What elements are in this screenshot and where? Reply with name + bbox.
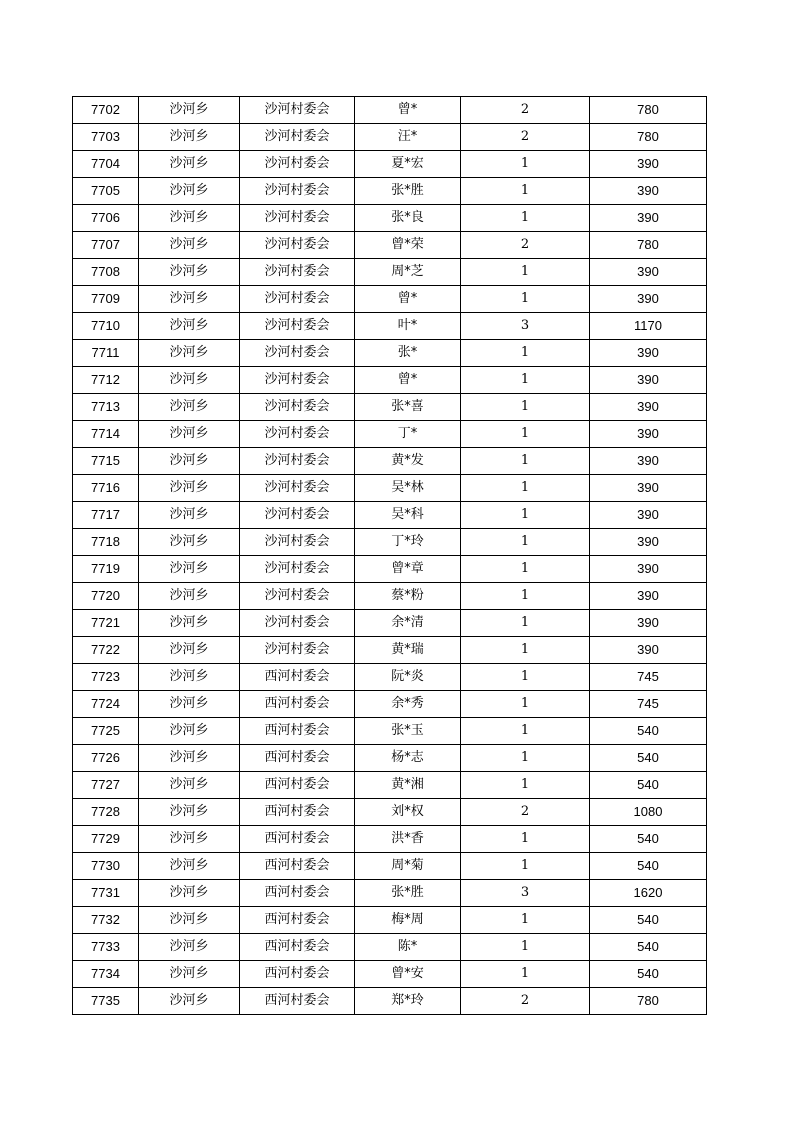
people-count-cell: 1	[461, 664, 590, 691]
people-count-cell: 1	[461, 394, 590, 421]
people-count-cell: 1	[461, 934, 590, 961]
row-id-cell: 7735	[73, 988, 139, 1015]
people-count-cell: 1	[461, 826, 590, 853]
village-cell: 沙河村委会	[240, 421, 355, 448]
table-row	[73, 151, 707, 178]
row-id-cell: 7710	[73, 313, 139, 340]
person-name-cell: 叶*	[355, 313, 461, 340]
people-count-cell: 1	[461, 259, 590, 286]
people-count-cell: 1	[461, 205, 590, 232]
amount-cell: 390	[590, 610, 707, 637]
person-name-cell: 张*喜	[355, 394, 461, 421]
village-cell: 西河村委会	[240, 934, 355, 961]
village-cell: 沙河村委会	[240, 394, 355, 421]
township-cell: 沙河乡	[139, 718, 240, 745]
row-id-cell: 7722	[73, 637, 139, 664]
table-row	[73, 421, 707, 448]
people-count-cell: 1	[461, 853, 590, 880]
amount-cell: 1170	[590, 313, 707, 340]
people-count-cell: 2	[461, 97, 590, 124]
amount-cell: 745	[590, 691, 707, 718]
people-count-cell: 1	[461, 745, 590, 772]
person-name-cell: 张*玉	[355, 718, 461, 745]
row-id-cell: 7707	[73, 232, 139, 259]
person-name-cell: 曾*荣	[355, 232, 461, 259]
table-row	[73, 907, 707, 934]
township-cell: 沙河乡	[139, 232, 240, 259]
township-cell: 沙河乡	[139, 826, 240, 853]
village-cell: 西河村委会	[240, 745, 355, 772]
row-id-cell: 7718	[73, 529, 139, 556]
village-cell: 沙河村委会	[240, 151, 355, 178]
township-cell: 沙河乡	[139, 529, 240, 556]
village-cell: 沙河村委会	[240, 259, 355, 286]
person-name-cell: 丁*	[355, 421, 461, 448]
village-cell: 沙河村委会	[240, 313, 355, 340]
township-cell: 沙河乡	[139, 421, 240, 448]
village-cell: 沙河村委会	[240, 610, 355, 637]
amount-cell: 540	[590, 853, 707, 880]
person-name-cell: 陈*	[355, 934, 461, 961]
person-name-cell: 黄*湘	[355, 772, 461, 799]
person-name-cell: 阮*炎	[355, 664, 461, 691]
table-row	[73, 529, 707, 556]
row-id-cell: 7712	[73, 367, 139, 394]
village-cell: 沙河村委会	[240, 556, 355, 583]
row-id-cell: 7732	[73, 907, 139, 934]
township-cell: 沙河乡	[139, 286, 240, 313]
row-id-cell: 7711	[73, 340, 139, 367]
village-cell: 沙河村委会	[240, 448, 355, 475]
row-id-cell: 7721	[73, 610, 139, 637]
people-count-cell: 2	[461, 988, 590, 1015]
table-row	[73, 853, 707, 880]
amount-cell: 540	[590, 961, 707, 988]
row-id-cell: 7730	[73, 853, 139, 880]
table-row	[73, 124, 707, 151]
table-row	[73, 961, 707, 988]
row-id-cell: 7734	[73, 961, 139, 988]
table-row	[73, 259, 707, 286]
village-cell: 西河村委会	[240, 853, 355, 880]
people-count-cell: 1	[461, 340, 590, 367]
township-cell: 沙河乡	[139, 178, 240, 205]
village-cell: 沙河村委会	[240, 97, 355, 124]
people-count-cell: 1	[461, 772, 590, 799]
village-cell: 西河村委会	[240, 907, 355, 934]
amount-cell: 390	[590, 556, 707, 583]
village-cell: 沙河村委会	[240, 637, 355, 664]
township-cell: 沙河乡	[139, 502, 240, 529]
village-cell: 沙河村委会	[240, 340, 355, 367]
amount-cell: 390	[590, 637, 707, 664]
people-count-cell: 1	[461, 718, 590, 745]
row-id-cell: 7714	[73, 421, 139, 448]
township-cell: 沙河乡	[139, 772, 240, 799]
people-count-cell: 1	[461, 529, 590, 556]
row-id-cell: 7733	[73, 934, 139, 961]
township-cell: 沙河乡	[139, 583, 240, 610]
person-name-cell: 梅*周	[355, 907, 461, 934]
table-row	[73, 637, 707, 664]
village-cell: 沙河村委会	[240, 178, 355, 205]
amount-cell: 390	[590, 151, 707, 178]
amount-cell: 390	[590, 475, 707, 502]
table-row	[73, 799, 707, 826]
roster-table-body	[73, 97, 707, 1015]
township-cell: 沙河乡	[139, 907, 240, 934]
village-cell: 沙河村委会	[240, 205, 355, 232]
township-cell: 沙河乡	[139, 340, 240, 367]
row-id-cell: 7719	[73, 556, 139, 583]
township-cell: 沙河乡	[139, 880, 240, 907]
township-cell: 沙河乡	[139, 664, 240, 691]
amount-cell: 390	[590, 421, 707, 448]
amount-cell: 780	[590, 988, 707, 1015]
person-name-cell: 黄*发	[355, 448, 461, 475]
amount-cell: 540	[590, 718, 707, 745]
table-row	[73, 664, 707, 691]
person-name-cell: 曾*	[355, 286, 461, 313]
amount-cell: 390	[590, 340, 707, 367]
village-cell: 沙河村委会	[240, 583, 355, 610]
amount-cell: 540	[590, 772, 707, 799]
township-cell: 沙河乡	[139, 475, 240, 502]
people-count-cell: 1	[461, 448, 590, 475]
township-cell: 沙河乡	[139, 853, 240, 880]
amount-cell: 390	[590, 394, 707, 421]
people-count-cell: 1	[461, 151, 590, 178]
township-cell: 沙河乡	[139, 124, 240, 151]
table-row	[73, 205, 707, 232]
row-id-cell: 7724	[73, 691, 139, 718]
row-id-cell: 7703	[73, 124, 139, 151]
township-cell: 沙河乡	[139, 691, 240, 718]
person-name-cell: 曾*	[355, 97, 461, 124]
amount-cell: 540	[590, 745, 707, 772]
village-cell: 沙河村委会	[240, 286, 355, 313]
row-id-cell: 7725	[73, 718, 139, 745]
amount-cell: 1620	[590, 880, 707, 907]
amount-cell: 780	[590, 124, 707, 151]
township-cell: 沙河乡	[139, 313, 240, 340]
person-name-cell: 汪*	[355, 124, 461, 151]
people-count-cell: 3	[461, 313, 590, 340]
table-row	[73, 475, 707, 502]
people-count-cell: 1	[461, 907, 590, 934]
table-row	[73, 448, 707, 475]
row-id-cell: 7705	[73, 178, 139, 205]
amount-cell: 540	[590, 934, 707, 961]
village-cell: 西河村委会	[240, 880, 355, 907]
table-row	[73, 745, 707, 772]
person-name-cell: 曾*	[355, 367, 461, 394]
people-count-cell: 1	[461, 178, 590, 205]
people-count-cell: 3	[461, 880, 590, 907]
table-row	[73, 394, 707, 421]
village-cell: 沙河村委会	[240, 124, 355, 151]
roster-table	[72, 96, 707, 1015]
table-row	[73, 988, 707, 1015]
person-name-cell: 吴*科	[355, 502, 461, 529]
amount-cell: 390	[590, 448, 707, 475]
township-cell: 沙河乡	[139, 205, 240, 232]
village-cell: 西河村委会	[240, 718, 355, 745]
amount-cell: 390	[590, 583, 707, 610]
row-id-cell: 7704	[73, 151, 139, 178]
table-row	[73, 340, 707, 367]
village-cell: 西河村委会	[240, 961, 355, 988]
row-id-cell: 7717	[73, 502, 139, 529]
row-id-cell: 7702	[73, 97, 139, 124]
township-cell: 沙河乡	[139, 934, 240, 961]
person-name-cell: 丁*玲	[355, 529, 461, 556]
township-cell: 沙河乡	[139, 151, 240, 178]
township-cell: 沙河乡	[139, 448, 240, 475]
people-count-cell: 2	[461, 232, 590, 259]
person-name-cell: 夏*宏	[355, 151, 461, 178]
township-cell: 沙河乡	[139, 259, 240, 286]
people-count-cell: 1	[461, 286, 590, 313]
village-cell: 西河村委会	[240, 988, 355, 1015]
amount-cell: 540	[590, 826, 707, 853]
village-cell: 沙河村委会	[240, 502, 355, 529]
township-cell: 沙河乡	[139, 367, 240, 394]
person-name-cell: 周*菊	[355, 853, 461, 880]
table-row	[73, 880, 707, 907]
township-cell: 沙河乡	[139, 745, 240, 772]
people-count-cell: 1	[461, 475, 590, 502]
table-row	[73, 313, 707, 340]
amount-cell: 745	[590, 664, 707, 691]
person-name-cell: 黄*瑞	[355, 637, 461, 664]
row-id-cell: 7713	[73, 394, 139, 421]
person-name-cell: 余*清	[355, 610, 461, 637]
row-id-cell: 7727	[73, 772, 139, 799]
village-cell: 沙河村委会	[240, 367, 355, 394]
table-row	[73, 934, 707, 961]
person-name-cell: 郑*玲	[355, 988, 461, 1015]
table-row	[73, 691, 707, 718]
amount-cell: 780	[590, 232, 707, 259]
row-id-cell: 7708	[73, 259, 139, 286]
person-name-cell: 洪*香	[355, 826, 461, 853]
row-id-cell: 7731	[73, 880, 139, 907]
table-row	[73, 97, 707, 124]
village-cell: 西河村委会	[240, 772, 355, 799]
people-count-cell: 1	[461, 637, 590, 664]
amount-cell: 390	[590, 178, 707, 205]
table-row	[73, 610, 707, 637]
row-id-cell: 7726	[73, 745, 139, 772]
village-cell: 西河村委会	[240, 664, 355, 691]
people-count-cell: 2	[461, 124, 590, 151]
table-row	[73, 583, 707, 610]
village-cell: 西河村委会	[240, 826, 355, 853]
township-cell: 沙河乡	[139, 988, 240, 1015]
amount-cell: 390	[590, 205, 707, 232]
amount-cell: 390	[590, 286, 707, 313]
table-row	[73, 502, 707, 529]
township-cell: 沙河乡	[139, 799, 240, 826]
village-cell: 沙河村委会	[240, 529, 355, 556]
township-cell: 沙河乡	[139, 637, 240, 664]
people-count-cell: 1	[461, 556, 590, 583]
person-name-cell: 曾*章	[355, 556, 461, 583]
amount-cell: 390	[590, 529, 707, 556]
row-id-cell: 7716	[73, 475, 139, 502]
person-name-cell: 周*芝	[355, 259, 461, 286]
people-count-cell: 1	[461, 421, 590, 448]
people-count-cell: 1	[461, 610, 590, 637]
table-row	[73, 286, 707, 313]
township-cell: 沙河乡	[139, 961, 240, 988]
people-count-cell: 1	[461, 367, 590, 394]
amount-cell: 390	[590, 367, 707, 394]
person-name-cell: 张*胜	[355, 880, 461, 907]
person-name-cell: 余*秀	[355, 691, 461, 718]
person-name-cell: 张*胜	[355, 178, 461, 205]
people-count-cell: 2	[461, 799, 590, 826]
table-row	[73, 826, 707, 853]
person-name-cell: 张*良	[355, 205, 461, 232]
township-cell: 沙河乡	[139, 97, 240, 124]
person-name-cell: 曾*安	[355, 961, 461, 988]
township-cell: 沙河乡	[139, 394, 240, 421]
table-row	[73, 772, 707, 799]
amount-cell: 1080	[590, 799, 707, 826]
table-row	[73, 178, 707, 205]
table-row	[73, 556, 707, 583]
row-id-cell: 7723	[73, 664, 139, 691]
person-name-cell: 吴*林	[355, 475, 461, 502]
row-id-cell: 7729	[73, 826, 139, 853]
village-cell: 沙河村委会	[240, 232, 355, 259]
row-id-cell: 7706	[73, 205, 139, 232]
people-count-cell: 1	[461, 691, 590, 718]
village-cell: 沙河村委会	[240, 475, 355, 502]
township-cell: 沙河乡	[139, 610, 240, 637]
table-row	[73, 367, 707, 394]
amount-cell: 780	[590, 97, 707, 124]
village-cell: 西河村委会	[240, 691, 355, 718]
person-name-cell: 蔡*粉	[355, 583, 461, 610]
person-name-cell: 张*	[355, 340, 461, 367]
people-count-cell: 1	[461, 961, 590, 988]
row-id-cell: 7728	[73, 799, 139, 826]
amount-cell: 390	[590, 502, 707, 529]
amount-cell: 390	[590, 259, 707, 286]
table-row	[73, 718, 707, 745]
amount-cell: 540	[590, 907, 707, 934]
person-name-cell: 杨*志	[355, 745, 461, 772]
people-count-cell: 1	[461, 583, 590, 610]
person-name-cell: 刘*权	[355, 799, 461, 826]
table-row	[73, 232, 707, 259]
row-id-cell: 7709	[73, 286, 139, 313]
row-id-cell: 7720	[73, 583, 139, 610]
village-cell: 西河村委会	[240, 799, 355, 826]
township-cell: 沙河乡	[139, 556, 240, 583]
row-id-cell: 7715	[73, 448, 139, 475]
people-count-cell: 1	[461, 502, 590, 529]
